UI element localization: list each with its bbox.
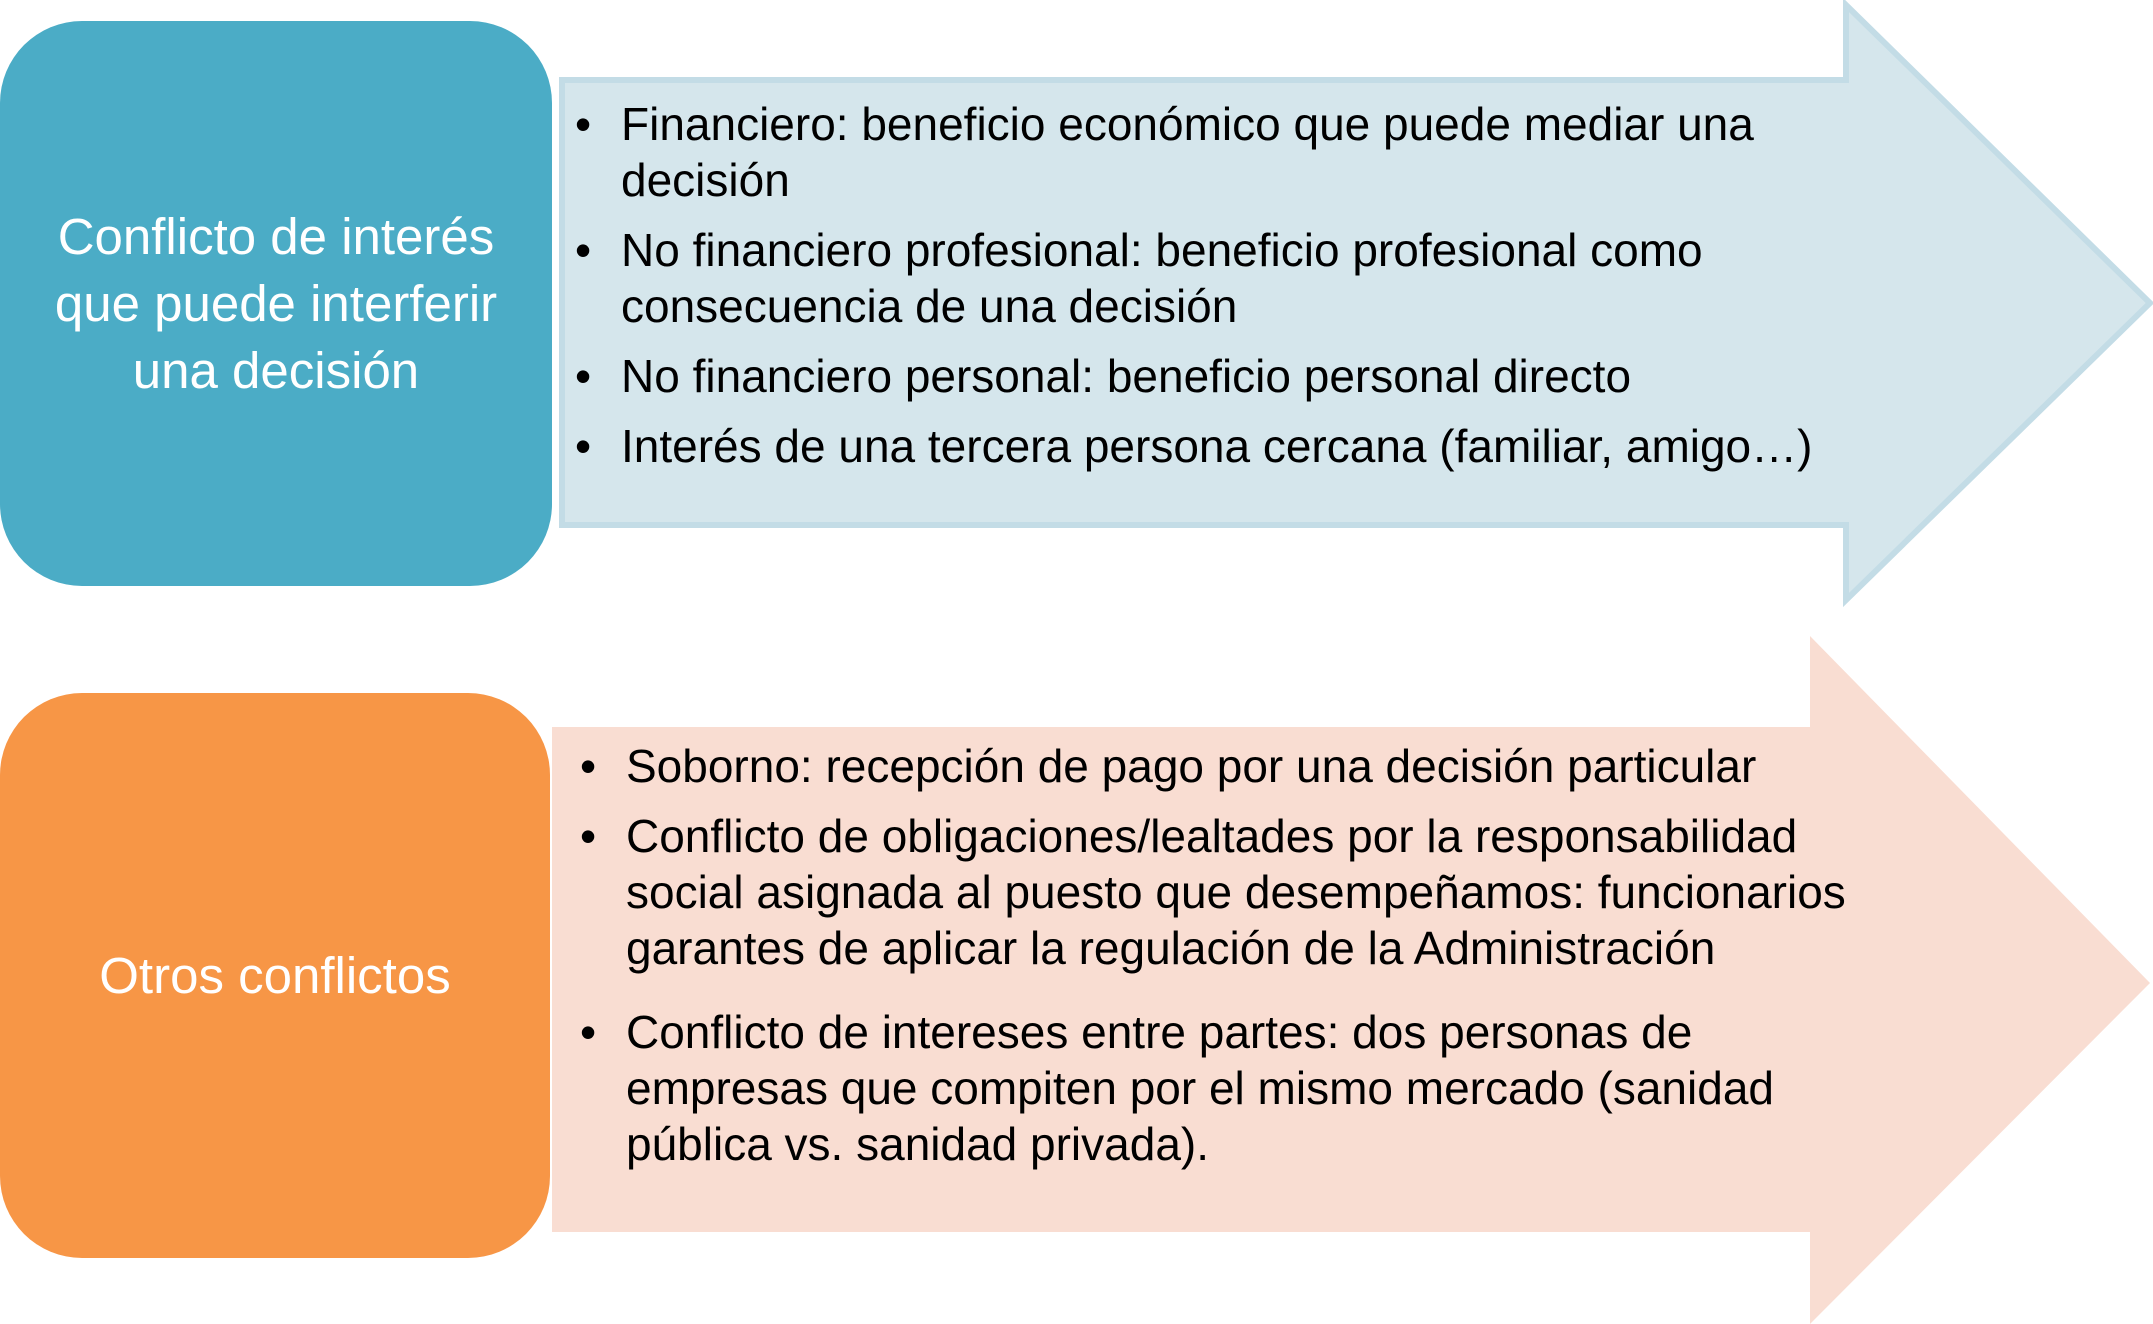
list-item-text: Conflicto de intereses entre partes: dos personas de empresas que compiten por el mismo mercado (sanidad pública vs. sanidad privada). — [626, 1006, 1774, 1170]
list-item — [575, 96, 1925, 208]
list-item — [575, 348, 1925, 404]
list-item-text: Conflicto de obligaciones/lealtades por la responsabilidad social asignada al puesto que desempeñamos: funcionarios garantes de aplicar la regulación de la Administración — [626, 810, 1846, 974]
list-item — [580, 738, 1880, 794]
bullet-icon: • — [580, 810, 597, 862]
list-item — [575, 418, 1925, 474]
bullet-icon: • — [580, 740, 597, 792]
list-item-text: Financiero: beneficio económico que puede mediar una decisión — [621, 98, 1754, 206]
list-item — [580, 1004, 1880, 1172]
bullet-icon: • — [575, 350, 592, 402]
list-item-text: No financiero personal: beneficio personal directo — [621, 350, 1632, 402]
list-item — [575, 222, 1925, 334]
list-item-text: Soborno: recepción de pago por una decisión particular — [626, 740, 1757, 792]
list-item-text: Interés de una tercera persona cercana (familiar, amigo…) — [621, 420, 1813, 472]
list-item — [580, 808, 1880, 976]
conflict-of-interest-box — [0, 21, 552, 586]
other-conflicts-list — [580, 738, 1880, 1186]
other-conflicts-box — [0, 693, 550, 1258]
conflict-of-interest-list — [575, 96, 1925, 488]
conflict-of-interest-label: Conflicto de interés que puede interferir una decisión — [54, 208, 498, 399]
bullet-icon: • — [575, 420, 592, 472]
other-conflicts-label: Otros conflictos — [99, 947, 451, 1004]
bullet-icon: • — [580, 1006, 597, 1058]
bullet-icon: • — [575, 224, 592, 276]
list-item-text: No financiero profesional: beneficio profesional como consecuencia de una decisión — [621, 224, 1703, 332]
bullet-icon: • — [575, 98, 592, 150]
